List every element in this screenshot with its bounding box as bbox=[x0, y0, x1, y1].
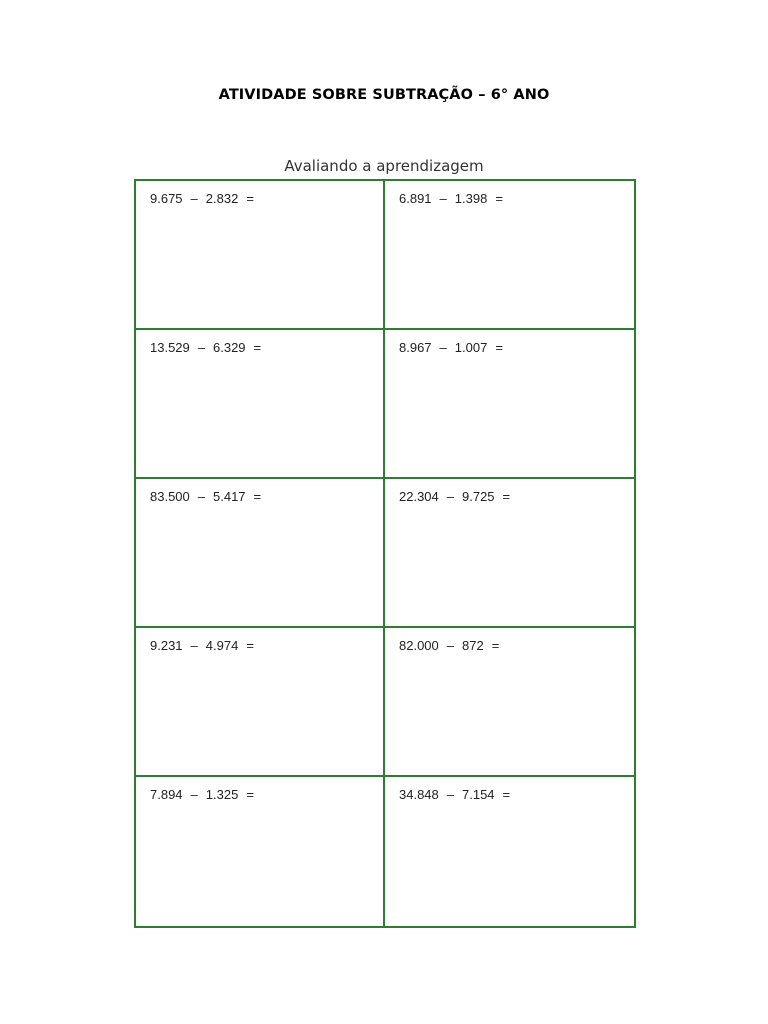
problem-cell bbox=[136, 777, 385, 926]
equals-sign: = bbox=[502, 787, 511, 802]
minuend: 7.894 bbox=[150, 787, 183, 802]
problem-cell bbox=[385, 479, 634, 628]
problem-cell bbox=[136, 479, 385, 628]
problem bbox=[150, 191, 262, 206]
minuend: 34.848 bbox=[399, 787, 439, 802]
problem-cell bbox=[385, 181, 634, 330]
problem bbox=[399, 787, 518, 802]
subtrahend: 2.832 bbox=[205, 191, 239, 206]
equals-sign: = bbox=[253, 340, 262, 355]
problem bbox=[399, 638, 507, 653]
page-title: ATIVIDADE SOBRE SUBTRAÇÃO – 6° ANO bbox=[218, 87, 550, 103]
equals-sign: = bbox=[495, 191, 503, 206]
subtrahend: 6.329 bbox=[213, 340, 246, 355]
problem-cell bbox=[136, 628, 385, 777]
problem-cell bbox=[385, 628, 634, 777]
minuend: 83.500 bbox=[150, 489, 190, 504]
problem-grid bbox=[134, 179, 636, 928]
minus-sign: – bbox=[197, 489, 205, 504]
minuend: 8.967 bbox=[399, 340, 432, 355]
problem-cell bbox=[136, 181, 385, 330]
minus-sign: – bbox=[197, 340, 205, 355]
equals-sign: = bbox=[495, 340, 503, 355]
subtrahend: 872 bbox=[462, 638, 484, 653]
subtrahend: 1.325 bbox=[205, 787, 239, 802]
problem bbox=[399, 489, 518, 504]
problem bbox=[399, 340, 511, 355]
equals-sign: = bbox=[491, 638, 500, 653]
minuend: 82.000 bbox=[399, 638, 439, 653]
minuend: 9.231 bbox=[150, 638, 183, 653]
problem-cell bbox=[385, 330, 634, 479]
subtrahend: 4.974 bbox=[205, 638, 239, 653]
subtrahend: 5.417 bbox=[213, 489, 246, 504]
subtrahend: 7.154 bbox=[462, 787, 495, 802]
equals-sign: = bbox=[246, 787, 254, 802]
minuend: 6.891 bbox=[399, 191, 432, 206]
problem bbox=[150, 340, 269, 355]
minus-sign: – bbox=[446, 489, 454, 504]
problem bbox=[150, 489, 269, 504]
equals-sign: = bbox=[246, 638, 254, 653]
subtrahend: 1.007 bbox=[454, 340, 488, 355]
minus-sign: – bbox=[190, 638, 198, 653]
equals-sign: = bbox=[502, 489, 511, 504]
minus-sign: – bbox=[190, 191, 198, 206]
minus-sign: – bbox=[439, 191, 447, 206]
equals-sign: = bbox=[253, 489, 262, 504]
minus-sign: – bbox=[439, 340, 447, 355]
subtrahend: 9.725 bbox=[462, 489, 495, 504]
minuend: 9.675 bbox=[150, 191, 183, 206]
equals-sign: = bbox=[246, 191, 254, 206]
subtrahend: 1.398 bbox=[454, 191, 488, 206]
problem-cell bbox=[136, 330, 385, 479]
problem bbox=[150, 638, 262, 653]
problem bbox=[399, 191, 511, 206]
minuend: 22.304 bbox=[399, 489, 439, 504]
worksheet-heading: Avaliando a aprendizagem bbox=[284, 157, 484, 175]
problem-cell bbox=[385, 777, 634, 926]
problem bbox=[150, 787, 262, 802]
minus-sign: – bbox=[446, 638, 454, 653]
minus-sign: – bbox=[446, 787, 454, 802]
minus-sign: – bbox=[190, 787, 198, 802]
minuend: 13.529 bbox=[150, 340, 190, 355]
